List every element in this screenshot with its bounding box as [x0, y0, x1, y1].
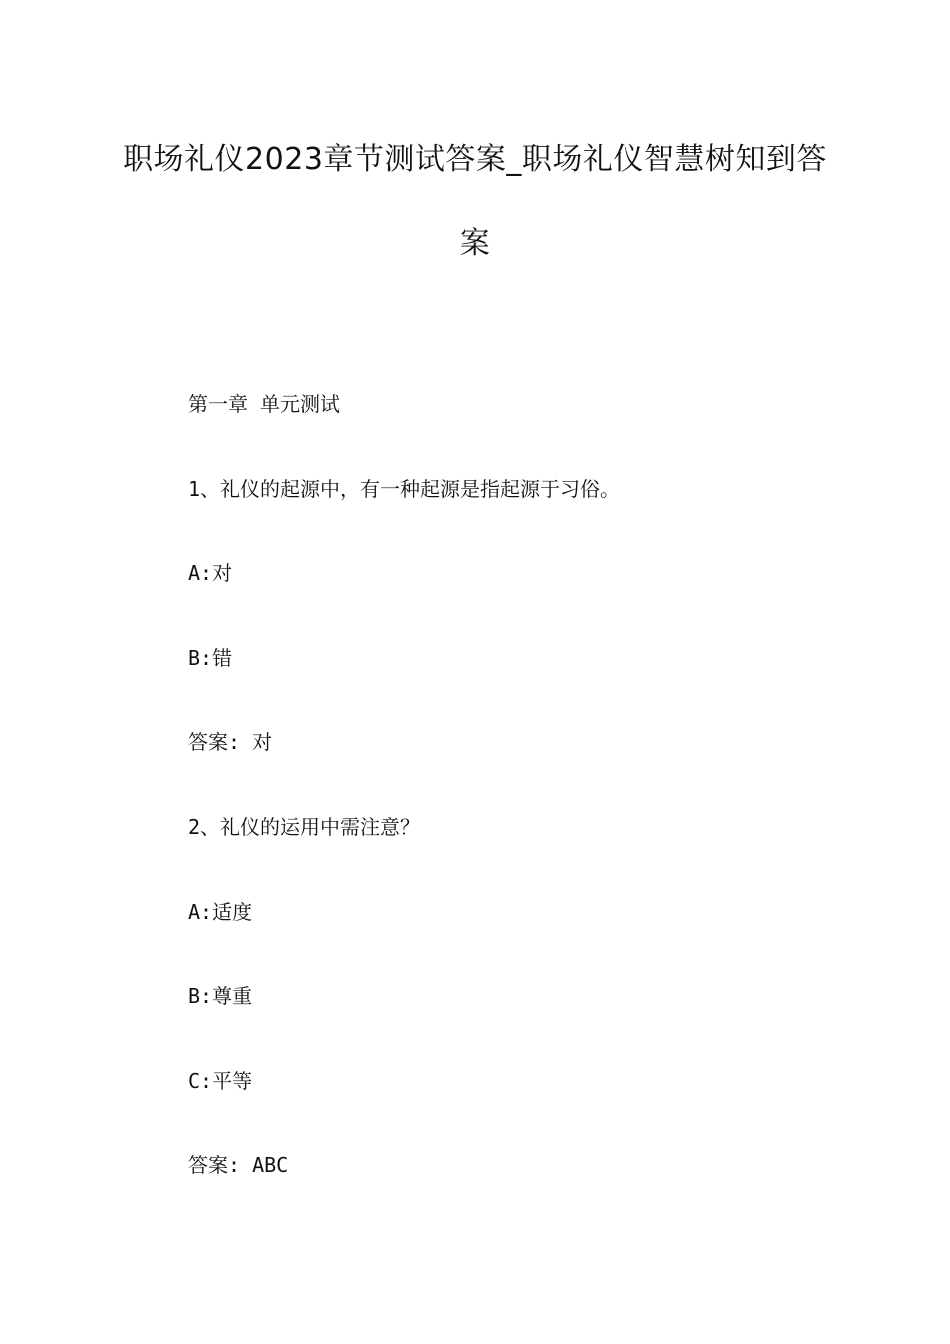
question-block-2: [188, 806, 828, 1229]
answer-text: 答案: ABC: [188, 1153, 289, 1178]
chapter-heading: 第一章 单元测试: [188, 392, 341, 416]
document-title: 职场礼仪2023章节测试答案_职场礼仪智慧树知到答案: [123, 142, 827, 261]
option-a: A:对: [188, 561, 233, 586]
question-block-1: [188, 468, 828, 806]
option-c: C:平等: [188, 1068, 253, 1093]
question-text: 1、礼仪的起源中，有一种起源是指起源于习俗。: [188, 476, 621, 501]
document-body: [188, 383, 828, 1229]
option-b: B:尊重: [188, 984, 253, 1009]
option-a: A:适度: [188, 899, 253, 924]
answer-text: 答案: 对: [188, 730, 273, 755]
question-text: 2、礼仪的运用中需注意？: [188, 814, 421, 839]
option-b: B:错: [188, 645, 233, 670]
